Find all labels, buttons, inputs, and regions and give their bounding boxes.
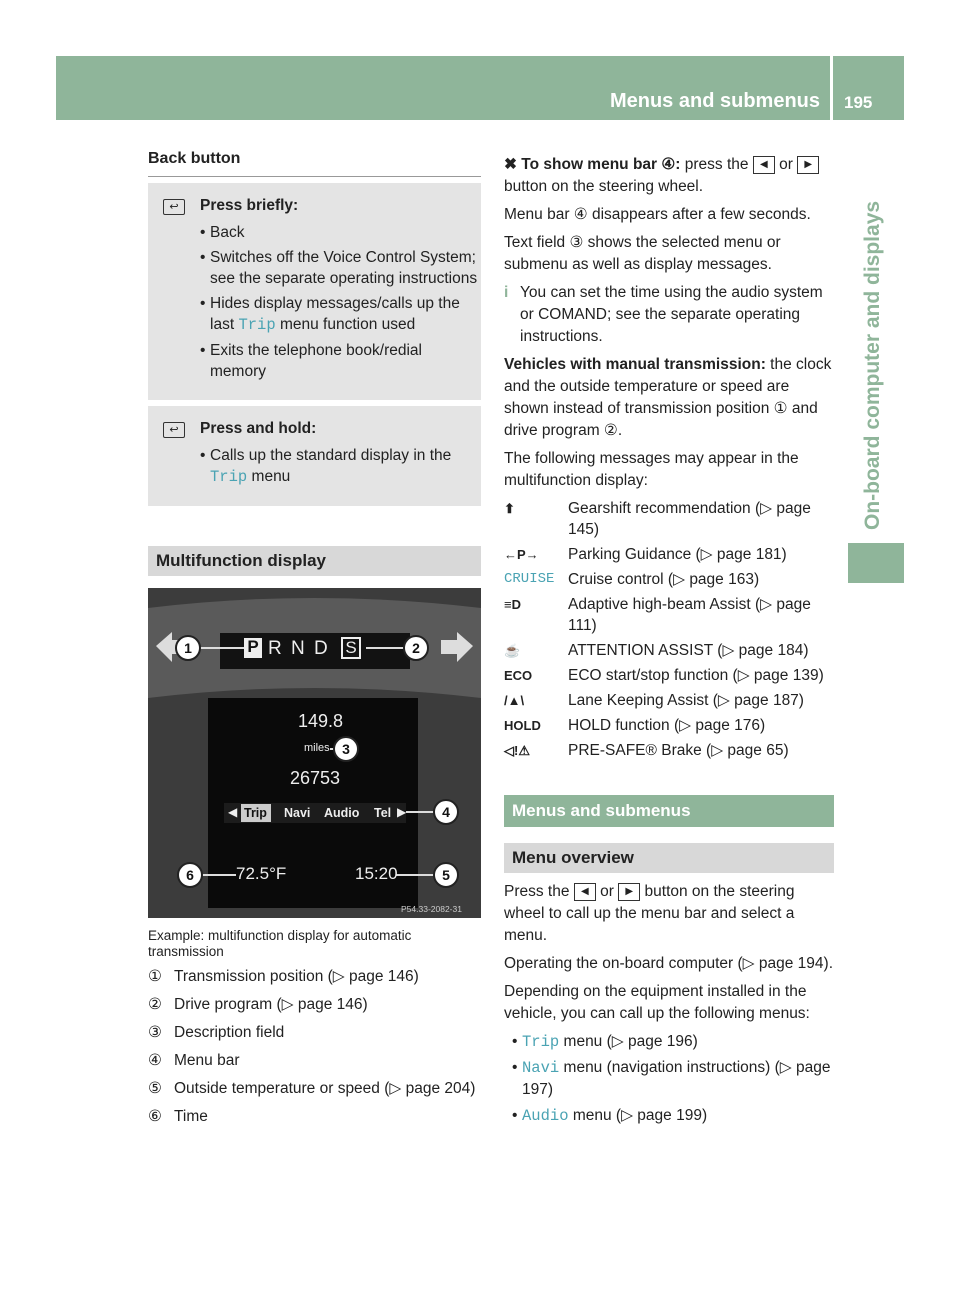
callout-1: 1 — [184, 640, 192, 656]
row-title: Press and hold: — [200, 420, 317, 437]
left-key-icon: ◀ — [753, 156, 775, 174]
paragraph: Vehicles with manual transmission: the clock and the outside temperature or speed are shown instead of transmission position ① and drive program ②. — [504, 356, 832, 439]
message-item: CRUISE Cruise control (▷ page 163) — [504, 571, 760, 588]
message-item: HOLD HOLD function (▷ page 176) — [504, 717, 766, 734]
list-item: • Switches off the Voice Control System; see the separate operating instructions — [200, 249, 478, 287]
paragraph: Menu bar ④ disappears after a few seconds. — [504, 206, 811, 223]
drive-program: S — [345, 638, 357, 657]
paragraph: Operating the on-board computer (▷ page 194). — [504, 955, 834, 972]
back-button-heading: Back button — [148, 150, 481, 177]
figure-caption: Example: multifunction display for automatic transmission — [148, 928, 412, 959]
header-title: Menus and submenus — [609, 90, 820, 112]
attention-icon: ☕ — [504, 643, 521, 658]
message-item: ◁!⚠ PRE-SAFE® Brake (▷ page 65) — [504, 742, 789, 759]
right-key-icon: ▶ — [618, 883, 640, 901]
menu-tab-navi: Navi — [284, 806, 311, 820]
table-row — [148, 183, 481, 400]
hold-icon: HOLD — [504, 718, 541, 733]
list-item: ⑤ Outside temperature or speed (▷ page 204) — [148, 1080, 476, 1097]
list-item: • Trip menu (▷ page 196) — [512, 1033, 698, 1051]
odometer: 26753 — [290, 768, 341, 788]
page-number: 195 — [844, 93, 873, 112]
message-item: ⬆ Gearshift recommendation (▷ page 145) — [504, 500, 811, 538]
list-item: ④ Menu bar — [148, 1052, 240, 1069]
gear-indicator: P — [247, 637, 259, 656]
pre-safe-icon: ◁!⚠ — [504, 743, 530, 758]
high-beam-icon: ≡D — [504, 597, 521, 612]
multifunction-heading: Multifunction display — [148, 546, 481, 576]
right-key-icon: ▶ — [797, 156, 819, 174]
gearshift-icon: ⬆ — [504, 501, 515, 516]
outside-temperature: 72.5°F — [236, 864, 287, 883]
back-key-icon: ↩ — [148, 195, 200, 386]
trip-unit: miles — [304, 742, 330, 754]
figure-code: P54.33-2082-31 — [401, 904, 462, 914]
callout-4: 4 — [442, 804, 450, 820]
instruction-step: ✖ To show menu bar ④: press the ◀ or ▶ button on the steering wheel. — [504, 154, 834, 198]
info-icon: i — [504, 284, 509, 301]
list-item: • Audio menu (▷ page 199) — [512, 1107, 708, 1125]
list-item: • Navi menu (navigation instructions) (▷ page 197) — [512, 1059, 831, 1098]
chapter-tab: On-board computer and displays — [861, 200, 884, 530]
menus-heading: Menus and submenus — [504, 795, 834, 827]
trip-value: 149.8 — [298, 711, 344, 731]
list-item: ① Transmission position (▷ page 146) — [148, 968, 419, 985]
row-title: Press briefly: — [200, 197, 299, 214]
header-separator — [830, 56, 833, 120]
list-item: • Back — [200, 224, 245, 241]
info-note: i You can set the time using the audio system or COMAND; see the separate operating instructions. — [504, 282, 834, 348]
callout-6: 6 — [186, 867, 194, 883]
list-item: ③ Description field — [148, 1024, 285, 1041]
list-item: • Calls up the standard display in the Trip menu — [200, 447, 452, 486]
cruise-icon: CRUISE — [504, 571, 555, 587]
eco-icon: ECO — [504, 668, 533, 683]
clock: 15:20 — [355, 864, 398, 883]
back-button-table — [148, 183, 481, 506]
list-item: • Hides display messages/calls up the last Trip menu function used — [200, 295, 460, 334]
display-figure: P R N D S 149.8 miles 26753 ◀ Trip Navi Audio Tel ▶ 72.5°F 15:20 P54.33-2082-31 1 2 3 4 5 6 — [148, 588, 481, 918]
message-item: /▲\ Lane Keeping Assist (▷ page 187) — [504, 692, 804, 709]
message-item: ≡D Adaptive high-beam Assist (▷ page 111) — [504, 596, 811, 634]
paragraph: The following messages may appear in the multifunction display: — [504, 450, 799, 489]
message-item: ←P→ Parking Guidance (▷ page 181) — [504, 546, 787, 563]
menu-tab-audio: Audio — [324, 806, 360, 820]
lane-keeping-icon: /▲\ — [504, 693, 525, 708]
overview-heading: Menu overview — [504, 843, 834, 873]
paragraph: Depending on the equipment installed in the vehicle, you can call up the following menus: — [504, 983, 810, 1022]
page-header — [56, 56, 904, 120]
menu-tab-tel: Tel — [374, 806, 392, 820]
paragraph: Text field ③ shows the selected menu or submenu as well as display messages. — [504, 234, 781, 273]
back-key-icon: ↩ — [148, 418, 200, 492]
left-key-icon: ◀ — [574, 883, 596, 901]
message-item: ☕ ATTENTION ASSIST (▷ page 184) — [504, 642, 809, 659]
list-item: ② Drive program (▷ page 146) — [148, 996, 368, 1013]
callout-2: 2 — [412, 640, 420, 656]
parking-icon: ←P→ — [504, 547, 539, 562]
table-row — [148, 400, 481, 506]
list-item: ⑥ Time — [148, 1108, 208, 1125]
message-item: ECO ECO start/stop function (▷ page 139) — [504, 667, 824, 684]
paragraph: Press the ◀ or ▶ button on the steering wheel to call up the menu bar and select a menu. — [504, 883, 795, 944]
callout-3: 3 — [342, 741, 350, 757]
gear-positions: R N D — [268, 638, 330, 659]
menu-tab-trip: Trip — [244, 806, 267, 820]
chapter-marker — [848, 543, 904, 583]
right-column — [504, 150, 834, 1131]
callout-5: 5 — [442, 867, 450, 883]
left-column — [148, 150, 481, 1128]
list-item: • Exits the telephone book/redial memory — [200, 342, 422, 380]
